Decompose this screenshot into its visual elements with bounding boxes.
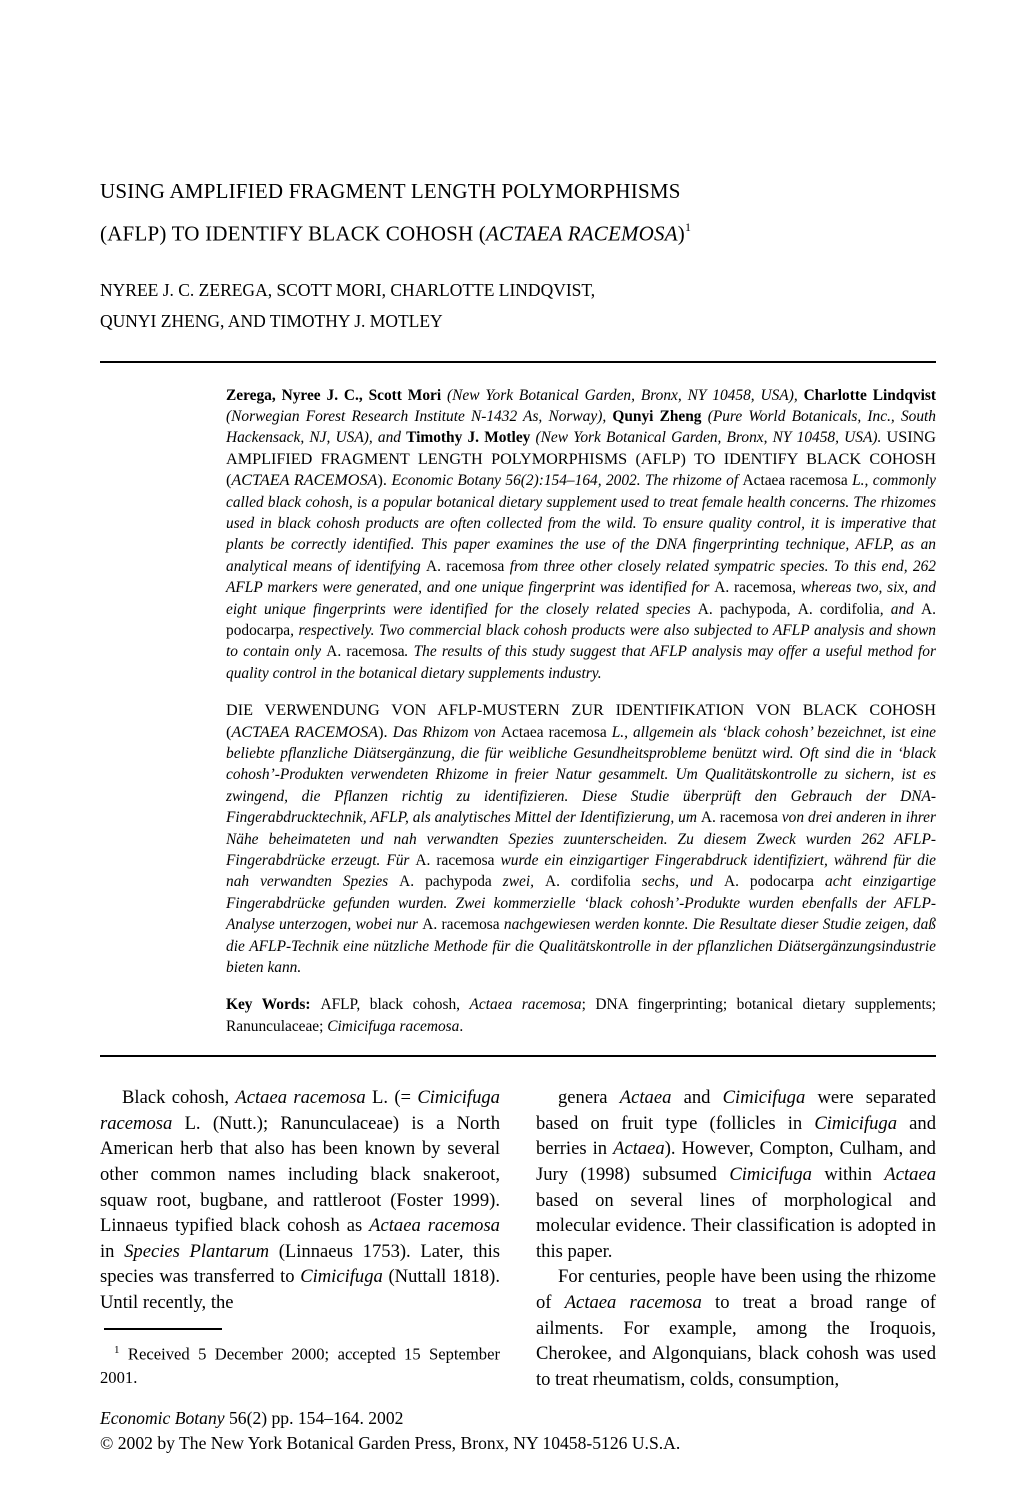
keywords-text-2: ; DNA fingerprinting; botanical dietary supplements; Ranunculaceae; xyxy=(226,996,936,1035)
abstract-running-title-species: ACTAEA RACEMOSA xyxy=(231,471,378,490)
body-paragraph-right-1 xyxy=(536,1085,936,1264)
right-p1-genus-1: Actaea xyxy=(619,1087,672,1109)
footnote-text xyxy=(100,1339,500,1389)
abstract-running-title-post: ). xyxy=(377,471,392,490)
abstract-author-4: Timothy J. Motley xyxy=(406,429,531,447)
abstract-author-1: Zerega, Nyree J. C., Scott Mori xyxy=(226,386,442,404)
author-line-1 xyxy=(100,274,936,305)
journal-citation-line xyxy=(100,1406,936,1431)
journal-name: Economic Botany xyxy=(100,1408,225,1428)
right-p1-genus-4: Actaea xyxy=(613,1138,665,1160)
journal-issue-pages: 56(2) pp. 154–164. 2002 xyxy=(224,1408,404,1428)
keywords-text-1: AFLP, black cohosh, xyxy=(320,996,470,1014)
left-p1-b: L. (= xyxy=(365,1087,418,1109)
abstract-de-body-2: L., allgemein als ‘black cohosh’ bezeichnet, ist eine beliebte pflanzliche Diätsergänzung, die für weibliche Gesundheitsprobleme benützt wird. Oft sind die in ‘black cohosh’-Produkten verwendeten Rhizome in freier Natur gesammelt. Um Qualitätskontrolle zu sichern, ist es zwingend, die Pflanzen richtig zu identifizieren. Diese Studie überprüft den Gebrauch der DNA-Fingerabdrucktechnik, AFLP, als analytisches Mittel der Identifizierung, um xyxy=(226,723,937,827)
article-page xyxy=(100,0,936,1493)
title-block xyxy=(100,0,936,252)
abstract-de-species-6: A. podocarpa xyxy=(723,873,815,891)
column-right xyxy=(536,1085,936,1392)
footnote-divider xyxy=(104,1328,222,1330)
abstract-de-body-7: acht einzigartige Fingerabdrücke gefunden wurden. Zwei kommerzielle ‘black cohosh’-Produkte wurden ebenfalls der AFLP-Analyse unterzogen, wobei nur xyxy=(226,873,937,934)
abstract-affil-2: (Norwegian Forest Research Institute N-1432 As, Norway), xyxy=(226,407,613,425)
right-p1-genus-5: Cimicifuga xyxy=(729,1164,812,1186)
copyright-line: © 2002 by The New York Botanical Garden Press, Bronx, NY 10458-5126 U.S.A. xyxy=(100,1433,681,1453)
right-p2-species-1: Actaea racemosa xyxy=(564,1292,702,1314)
abstract-de-body-3: von drei anderen in ihrer Nähe beheimateten und nah verwandten Spezies zuunterscheiden. Zu diesem Zweck wurden 262 AFLP-Fingerabdrücke erzeugt. Für xyxy=(226,809,937,870)
left-p1-work-title: Species Plantarum xyxy=(124,1240,270,1262)
abstract-de-species-5: A. cordifolia xyxy=(544,873,631,891)
right-p1-a: genera xyxy=(558,1087,620,1109)
abstract-de-species-3: A. racemosa xyxy=(415,852,495,870)
abstract-species-7: A. racemosa xyxy=(326,643,405,661)
abstract-author-3: Qunyi Zheng xyxy=(612,407,702,425)
body-paragraph-left-1 xyxy=(100,1085,500,1315)
body-columns xyxy=(100,1085,936,1392)
author-names-1: NYREE J. C. ZEREGA, SCOTT MORI, CHARLOTTE LINDQVIST, xyxy=(100,279,596,300)
abstract-de-species-1: Actaea racemosa xyxy=(500,723,607,741)
title-text-2-pre: (AFLP) TO IDENTIFY BLACK COHOSH ( xyxy=(100,221,486,246)
right-p1-e: ). However, Compton, Culham, and Jury (1998) subsumed xyxy=(536,1138,936,1186)
abstract-species-2: A. racemosa xyxy=(425,557,505,575)
abstract-de-body-6: sechs, und xyxy=(630,873,724,891)
author-list xyxy=(100,252,936,336)
abstract-de-species-4: A. pachypoda xyxy=(399,873,492,891)
abstract-section xyxy=(226,363,936,1038)
keywords-text-3: . xyxy=(459,1017,464,1035)
abstract-de-body-5: zwei, xyxy=(491,873,545,891)
keywords-label: Key Words: xyxy=(226,996,311,1014)
title-species-name: ACTAEA RACEMOSA xyxy=(485,221,678,246)
right-p1-f: within xyxy=(811,1164,885,1186)
abstract-body-5: , xyxy=(786,600,798,618)
right-p1-c: were separated based on fruit type (follicles in xyxy=(536,1087,936,1134)
footnote-body: Received 5 December 2000; accepted 15 September 2001. xyxy=(100,1344,500,1387)
left-p1-f: (Nuttall 1818). Until recently, the xyxy=(100,1266,500,1314)
column-left xyxy=(100,1085,500,1392)
abstract-running-title-pre: USING AMPLIFIED FRAGMENT LENGTH POLYMORPHISMS (AFLP) TO IDENTIFY BLACK COHOSH ( xyxy=(226,428,936,490)
abstract-species-3: A. racemosa xyxy=(714,579,793,597)
keywords-italic-1: Actaea racemosa xyxy=(469,996,582,1014)
left-p1-species-4: Cimicifuga xyxy=(300,1266,383,1288)
abstract-de-body-8: nachgewiesen werden konnte. Die Resultate dieser Studie zeigen, daß die AFLP-Technik eine nützliche Methode für die Qualitätskontrolle in der pflanzlichen Diätsergänzungsindustrie bieten kann. xyxy=(226,916,936,977)
left-p1-a: Black cohosh, xyxy=(122,1087,236,1109)
page-title-line-1 xyxy=(100,172,936,209)
title-footnote-marker: 1 xyxy=(684,220,692,234)
abstract-author-2: Charlotte Lindqvist xyxy=(803,386,936,404)
abstract-de-body-1: Das Rhizom von xyxy=(392,723,501,741)
divider-bottom xyxy=(100,1055,936,1057)
abstract-affil-3: (Pure World Botanicals, Inc., South Hackensack, NJ, USA), and xyxy=(226,407,937,447)
footnote-marker: 1 xyxy=(114,1344,120,1357)
abstract-english xyxy=(226,385,936,685)
left-p1-species-1: Actaea racemosa xyxy=(235,1087,366,1109)
right-p1-d: and berries in xyxy=(536,1112,936,1160)
abstract-body-8: . The results of this study suggest that AFLP analysis may offer a useful method for quality control in the botanical dietary supplements industry. xyxy=(226,643,936,682)
abstract-de-species-7: A. racemosa xyxy=(422,916,500,934)
right-p1-b: and xyxy=(671,1087,723,1109)
abstract-citation: Economic Botany 56(2):154–164, 2002. xyxy=(391,472,645,490)
abstract-de-title-pre: DIE VERWENDUNG VON AFLP-MUSTERN ZUR IDENTIFIKATION VON BLACK COHOSH ( xyxy=(226,701,936,741)
abstract-de-species-2: A. racemosa xyxy=(700,809,778,827)
abstract-affil-4: (New York Botanical Garden, Bronx, NY 10458, USA). xyxy=(530,429,887,447)
keywords-section xyxy=(226,994,936,1037)
keywords-italic-2: Cimicifuga racemosa xyxy=(327,1017,460,1035)
abstract-body-4: , whereas two, six, and eight unique fingerprints were identified for the closely related species xyxy=(226,579,936,618)
right-p1-genus-6: Actaea xyxy=(884,1164,936,1186)
right-p1-genus-2: Cimicifuga xyxy=(722,1087,806,1109)
abstract-body-1: The rhizome of xyxy=(644,472,743,490)
title-text-1: USING AMPLIFIED FRAGMENT LENGTH POLYMORPHISMS xyxy=(100,179,681,203)
abstract-species-1: Actaea racemosa xyxy=(742,472,848,490)
abstract-body-2: L., commonly called black cohosh, is a popular botanical dietary supplement used to treat female health concerns. The rhizomes used in black cohosh products are often collected from the wild. To ensure quality control, it is imperative that plants be correctly identified. This paper examines the use of the DNA fingerprinting technique, AFLP, as an analytical means of identifying xyxy=(226,472,936,575)
abstract-affil-1: (New York Botanical Garden, Bronx, NY 10458, USA), xyxy=(441,386,804,404)
abstract-body-3: from three other closely related sympatric species. To this end, 262 AFLP markers were generated, and one unique fingerprint was identified for xyxy=(226,557,937,597)
left-p1-c: L. (Nutt.); Ranunculaceae) is a North American herb that also has been known by several other common names including black snakeroot, squaw root, bugbane, and rattleroot (Foster 1999). Linnaeus typified black cohosh as xyxy=(100,1112,500,1237)
body-paragraph-right-2 xyxy=(536,1264,936,1392)
abstract-body-6: , and xyxy=(879,600,922,618)
abstract-species-4: A. pachypoda xyxy=(697,600,787,618)
left-p1-e: (Linnaeus 1753). Later, this species was transferred to xyxy=(100,1240,500,1288)
left-p1-species-3: Actaea racemosa xyxy=(369,1215,500,1237)
title-text-2-post: ) xyxy=(677,221,685,246)
left-p1-d: in xyxy=(100,1240,125,1262)
page-title-line-2 xyxy=(100,209,936,252)
right-p2-a: For centuries, people have been using the rhizome of xyxy=(536,1266,936,1314)
abstract-body-7: , respectively. Two commercial black cohosh products were also subjected to AFLP analysis and shown to contain only xyxy=(226,621,936,661)
author-names-2: QUNYI ZHENG, AND TIMOTHY J. MOTLEY xyxy=(100,310,443,331)
left-p1-species-2: Cimicifuga racemosa xyxy=(100,1087,500,1134)
abstract-german xyxy=(226,700,936,978)
footnote-block xyxy=(100,1328,500,1389)
abstract-de-body-4: wurde ein einzigartiger Fingerabdruck identifiziert, während für die nah verwandten Spezies xyxy=(226,852,936,891)
right-p2-b: to treat a broad range of ailments. For example, among the Iroquois, Cherokee, and Algonquians, black cohosh was used to treat rheumatism, colds, consumption, xyxy=(536,1292,936,1390)
abstract-de-title-post: ). xyxy=(378,722,393,741)
abstract-species-5: A. cordifolia xyxy=(797,600,880,618)
right-p1-genus-3: Cimicifuga xyxy=(814,1112,897,1134)
abstract-species-6: A. podocarpa xyxy=(226,600,937,639)
journal-footer xyxy=(100,1406,936,1456)
abstract-de-title-species: ACTAEA RACEMOSA xyxy=(231,722,379,741)
author-line-2 xyxy=(100,305,936,336)
right-p1-g: based on several lines of morphological and molecular evidence. Their classification is adopted in this paper. xyxy=(536,1189,936,1262)
